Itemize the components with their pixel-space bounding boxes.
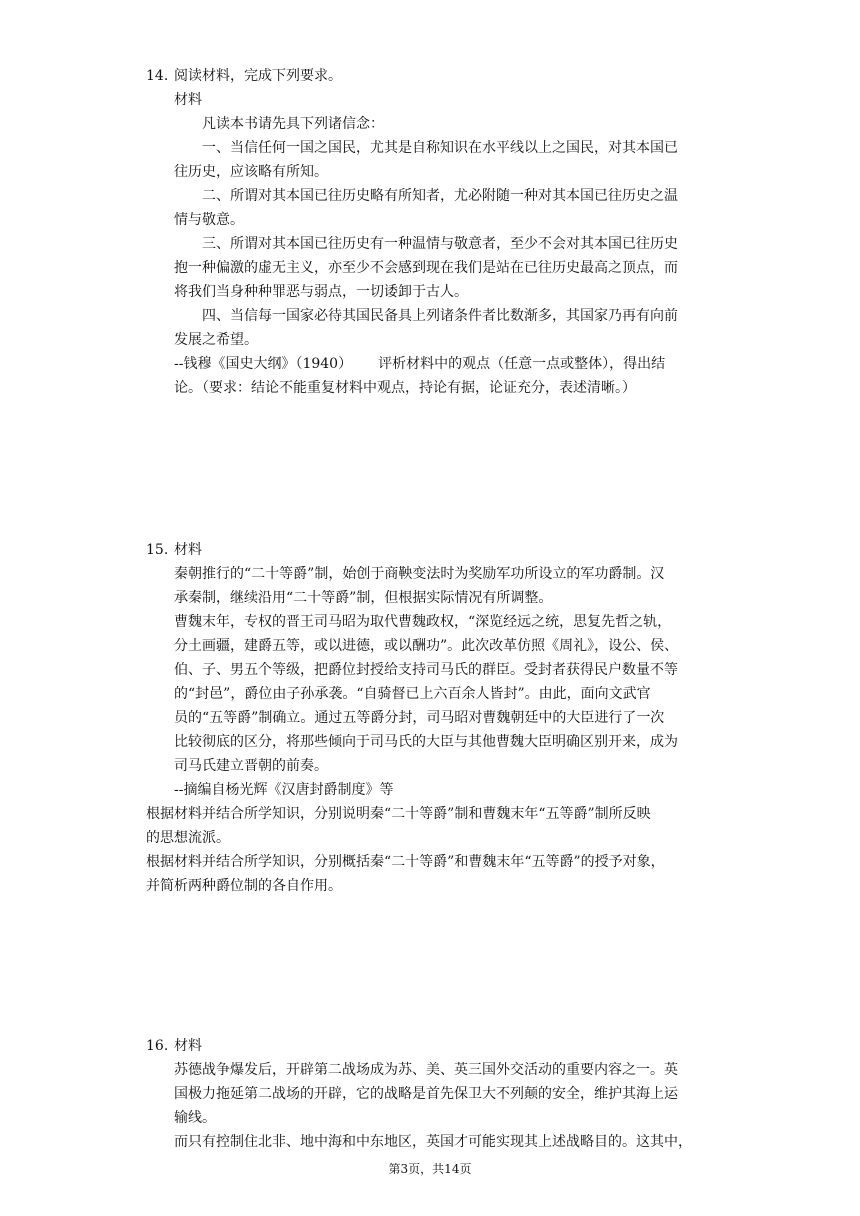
page-footer: 第3页，共14页 xyxy=(388,1162,472,1176)
material-label: 材料 xyxy=(174,1038,202,1054)
source-and-task xyxy=(146,352,726,376)
material-label: 材料 xyxy=(174,542,202,558)
material-line: 伯、子、男五个等级，把爵位封授给支持司马氏的群臣。受封者获得民户数量不等 xyxy=(174,662,678,678)
material-line: 发展之希望。 xyxy=(174,332,258,348)
task-text: 评析材料中的观点（任意一点或整体），得出结 xyxy=(378,356,666,372)
task-text: 根据材料并结合所学知识，分别说明秦“二十等爵”制和曹魏末年“五等爵”制所反映 xyxy=(146,806,651,822)
material-line: 抱一种偏激的虚无主义，亦至少不会感到现在我们是站在已往历史最高之顶点，而 xyxy=(174,260,678,276)
task-text: 论。（要求：结论不能重复材料中观点，持论有据，论证充分，表述清晰。） xyxy=(174,380,636,396)
material-source: --钱穆《国史大纲》（1940） xyxy=(174,356,353,372)
material-line: 而只有控制住北非、地中海和中东地区，英国才可能实现其上述战略目的。这其中， xyxy=(174,1134,692,1150)
task-text: 并简析两种爵位制的各自作用。 xyxy=(146,878,342,894)
material-line: 四、当信每一国家必待其国民备具上列诸条件者比数渐多，其国家乃再有向前 xyxy=(202,308,678,324)
material-line: 司马氏建立晋朝的前奏。 xyxy=(174,758,328,774)
question-number: 14. xyxy=(146,68,169,84)
material-line: 秦朝推行的“二十等爵”制，始创于商鞅变法时为奖励军功所设立的军功爵制。汉 xyxy=(174,566,665,582)
material-line: 国极力拖延第二战场的开辟，它的战略是首先保卫大不列颠的安全，维护其海上运 xyxy=(174,1086,678,1102)
question-15-header xyxy=(146,538,726,562)
material-line: 曹魏末年，专权的晋王司马昭为取代曹魏政权，“深览经远之统，思复先哲之轨， xyxy=(174,614,672,630)
material-line: 情与敬意。 xyxy=(174,212,244,228)
material-line: 苏德战争爆发后，开辟第二战场成为苏、美、英三国外交活动的重要内容之一。英 xyxy=(174,1062,678,1078)
material-intro: 凡读本书请先具下列诸信念： xyxy=(202,116,384,132)
material-line: 承秦制，继续沿用“二十等爵”制，但根据实际情况有所调整。 xyxy=(174,590,553,606)
material-source: --摘编自杨光辉《汉唐封爵制度》等 xyxy=(174,782,394,798)
material-line: 员的“五等爵”制确立。通过五等爵分封，司马昭对曹魏朝廷中的大臣进行了一次 xyxy=(174,710,665,726)
material-line: 分土画疆，建爵五等，或以进德，或以酬功”。此次改革仿照《周礼》，设公、侯、 xyxy=(174,638,679,654)
material-label: 材料 xyxy=(174,92,202,108)
material-line: 输线。 xyxy=(174,1110,216,1126)
material-line: 比较彻底的区分，将那些倾向于司马氏的大臣与其他曹魏大臣明确区别开来，成为 xyxy=(174,734,678,750)
material-line: 往历史，应该略有所知。 xyxy=(174,164,328,180)
question-16-header xyxy=(146,1034,726,1058)
material-line: 的“封邑”，爵位由子孙承袭。“自骑督已上六百余人皆封”。由此，面向文武官 xyxy=(174,686,651,702)
question-16 xyxy=(146,1034,726,1154)
task-text: 的思想流派。 xyxy=(146,830,230,846)
material-line: 一、当信任何一国之国民，尤其是自称知识在水平线以上之国民，对其本国已 xyxy=(202,140,678,156)
question-14-header xyxy=(146,64,726,88)
question-15 xyxy=(146,538,726,898)
material-line: 二、所谓对其本国已往历史略有所知者，尤必附随一种对其本国已往历史之温 xyxy=(202,188,678,204)
material-line: 三、所谓对其本国已往历史有一种温情与敬意者，至少不会对其本国已往历史 xyxy=(202,236,678,252)
question-prompt: 阅读材料，完成下列要求。 xyxy=(174,68,342,84)
question-number: 16. xyxy=(146,1038,169,1054)
question-14 xyxy=(146,64,726,400)
task-text: 根据材料并结合所学知识，分别概括秦“二十等爵”和曹魏末年“五等爵”的授予对象， xyxy=(146,854,665,870)
question-number: 15. xyxy=(146,542,169,558)
material-line: 将我们当身种种罪恶与弱点，一切诿卸于古人。 xyxy=(174,284,468,300)
